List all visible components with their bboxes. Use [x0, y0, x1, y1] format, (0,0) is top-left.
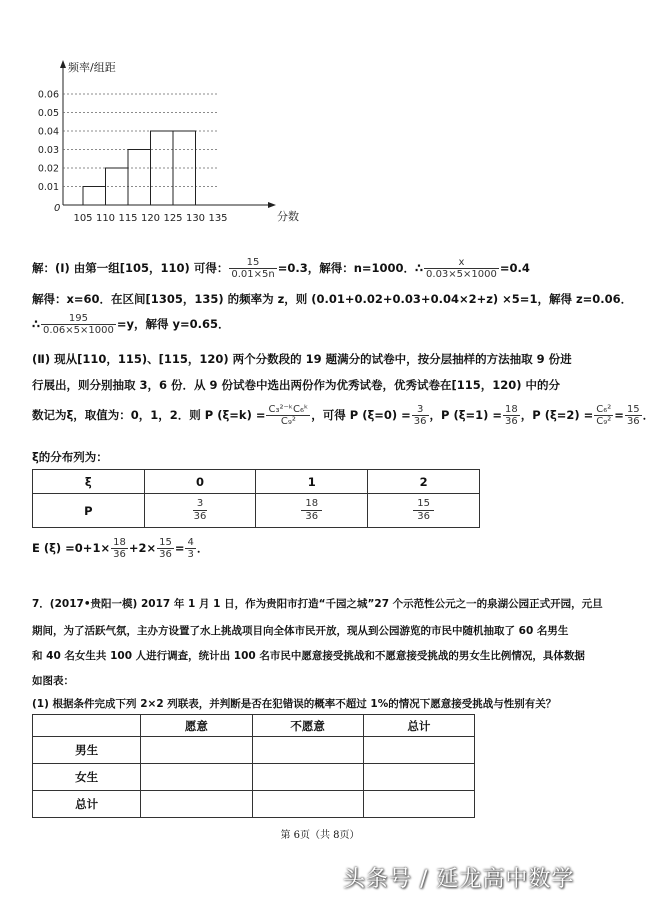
expectation-line	[32, 537, 208, 560]
fraction	[424, 257, 499, 280]
numerator: 15	[626, 404, 640, 415]
fraction	[41, 313, 116, 336]
numerator: 195	[41, 313, 116, 325]
x-tick-label: 120	[140, 213, 161, 224]
fraction	[503, 404, 520, 427]
blank-cell[interactable]	[252, 764, 363, 791]
numerator: 3	[193, 498, 207, 511]
numerator: 18	[505, 404, 518, 415]
blank-cell[interactable]	[141, 737, 252, 764]
fraction	[594, 404, 613, 427]
header-cell: 愿意	[141, 715, 252, 737]
fraction	[266, 404, 310, 427]
denominator: 0.06×5×1000	[43, 325, 114, 336]
denominator: 0.03×5×1000	[426, 269, 497, 280]
header-cell	[33, 715, 141, 737]
denominator: 36	[413, 416, 427, 427]
text: ．	[642, 408, 654, 422]
fraction	[185, 537, 195, 560]
y-tick-label: 0.06	[37, 89, 59, 101]
text: ∴	[32, 317, 41, 331]
denominator: C₉²	[280, 416, 296, 427]
table-row	[33, 737, 475, 764]
fraction	[193, 498, 207, 523]
blank-cell[interactable]	[141, 764, 252, 791]
text: =y，解得 y=0.65．	[116, 317, 230, 331]
part2-line-2: 行展出，则分别抽取 3，6 份．从 9 份试卷中选出两份作为优秀试卷，优秀试卷在[115，120) 中的分	[32, 378, 561, 392]
y-tick-label: 0.03	[37, 145, 59, 156]
header-cell: 不愿意	[252, 715, 363, 737]
histogram-xlabel: 分数	[277, 210, 299, 223]
prob-cell	[256, 494, 368, 528]
numerator: x	[424, 257, 499, 269]
part2-line-1: (Ⅱ) 现从[110，115)、[115，120) 两个分数段的 19 题满分的试卷中，按分层抽样的方法抽取 9 份进	[32, 352, 572, 366]
page-footer: 第 6页（共 8页）	[280, 830, 360, 841]
solution-line-1	[32, 257, 530, 280]
header-cell: 2	[368, 470, 480, 494]
denominator: 0.01×5n	[231, 269, 275, 280]
text: +2×	[128, 541, 157, 555]
q7-line-2: 期间，为了活跃气氛，主办方设置了水上挑战项目向全体市民开放，现从到公园游览的市民中随机抽取了 60 名男生	[32, 625, 569, 637]
numerator: C₆²	[596, 404, 612, 415]
header-cell: 总计	[363, 715, 474, 737]
text: =	[614, 408, 624, 422]
text: 解：(Ⅰ) 由第一组[105，110) 可得：	[32, 261, 229, 275]
solution-line-2: 解得：x=60．在区间[1305，135) 的频率为 z，则 (0.01+0.02+0.03+0.04×2+z) ×5=1，解得 z=0.06．	[32, 292, 633, 306]
denominator: 36	[193, 511, 207, 522]
blank-cell[interactable]	[363, 791, 474, 818]
fraction	[229, 257, 276, 280]
denominator: 36	[305, 511, 319, 522]
numerator: 15	[413, 498, 434, 511]
watermark: 头条号 / 延龙高中数学	[343, 867, 575, 892]
q7-line-4: 如图表：	[32, 675, 74, 687]
denominator: C₉²	[596, 416, 612, 427]
text: ，可得 P (ξ=0) =	[311, 408, 411, 422]
text: ，P (ξ=2) =	[520, 408, 594, 422]
distribution-header-row	[33, 470, 480, 494]
q7-sub-question-1: (1) 根据条件完成下列 2×2 列联表，并判断是否在犯错误的概率不超过 1%的情况下愿意接受挑战与性别有关？	[32, 698, 557, 710]
denominator: 3	[187, 549, 194, 560]
y-tick-label: 0.01	[37, 182, 59, 193]
blank-cell[interactable]	[252, 791, 363, 818]
text: ，P (ξ=1) =	[429, 408, 503, 422]
fraction	[301, 498, 322, 523]
histogram-bar	[151, 131, 174, 205]
q7-line-3: 和 40 名女生共 100 人进行调查，统计出 100 名市民中愿意接受挑战和不愿意接受挑战的男女生比例情况，具体数据	[32, 650, 585, 662]
prob-cell	[368, 494, 480, 528]
blank-cell[interactable]	[252, 737, 363, 764]
row-label: 男生	[33, 737, 141, 764]
contingency-header-row	[33, 715, 475, 737]
contingency-table	[32, 714, 475, 818]
blank-cell[interactable]	[141, 791, 252, 818]
x-tick-label: 105	[73, 213, 93, 224]
table-row	[33, 791, 475, 818]
x-tick-label: 130	[185, 213, 206, 224]
distribution-title: ξ的分布列为：	[32, 450, 108, 464]
text: ．	[196, 541, 209, 555]
fraction	[412, 404, 429, 427]
fraction	[413, 498, 434, 523]
histogram-ylabel: 频率/组距	[68, 61, 116, 74]
denominator: 36	[626, 416, 640, 427]
table-row	[33, 764, 475, 791]
text: =0.3，解得：n=1000．∴	[277, 261, 424, 275]
fraction	[157, 537, 174, 560]
fraction	[111, 537, 128, 560]
histogram-origin: 0	[54, 203, 61, 214]
numerator: 18	[113, 537, 126, 548]
y-tick-label: 0.04	[37, 126, 59, 138]
numerator: 3	[412, 404, 429, 416]
y-tick-label: 0.05	[37, 108, 59, 119]
row-label: 女生	[33, 764, 141, 791]
fraction	[625, 404, 642, 427]
q7-line-1: 7．(2017•贵阳一模) 2017 年 1 月 1 日，作为贵阳市打造“千园之城”27 个示范性公元之一的泉湖公园正式开园，元旦	[32, 598, 603, 610]
x-tick-label: 125	[163, 213, 183, 224]
denominator: 36	[159, 549, 172, 560]
solution-line-3	[32, 313, 230, 336]
numerator: 15	[159, 537, 172, 548]
row-label: P	[33, 494, 145, 528]
text: E (ξ) =0+1×	[32, 541, 111, 555]
numerator: 18	[301, 498, 322, 511]
x-tick-label: 110	[95, 213, 116, 224]
text: =0.4	[499, 261, 530, 275]
numerator: 15	[229, 257, 276, 269]
part2-line-3	[32, 404, 654, 427]
header-cell: ξ	[33, 470, 145, 494]
text: 数记为ξ，取值为：0，1，2．则 P (ξ=k) =	[32, 408, 266, 422]
prob-cell	[144, 494, 256, 528]
histogram-bar	[128, 150, 151, 206]
numerator: 4	[187, 537, 194, 548]
distribution-prob-row	[33, 494, 480, 528]
denominator: 36	[113, 549, 126, 560]
x-tick-label: 115	[118, 213, 138, 224]
distribution-table	[32, 469, 480, 528]
y-tick-label: 0.02	[37, 163, 59, 175]
row-label: 总计	[33, 791, 141, 818]
blank-cell[interactable]	[363, 764, 474, 791]
denominator: 36	[505, 416, 518, 427]
histogram-bar	[83, 187, 106, 206]
numerator: C₃²⁻ᵏC₆ᵏ	[268, 404, 309, 415]
frequency-histogram	[30, 55, 299, 235]
x-tick-label: 135	[208, 213, 228, 224]
text: =	[174, 541, 185, 555]
header-cell: 0	[144, 470, 256, 494]
denominator: 36	[417, 511, 430, 522]
header-cell: 1	[256, 470, 368, 494]
blank-cell[interactable]	[363, 737, 474, 764]
